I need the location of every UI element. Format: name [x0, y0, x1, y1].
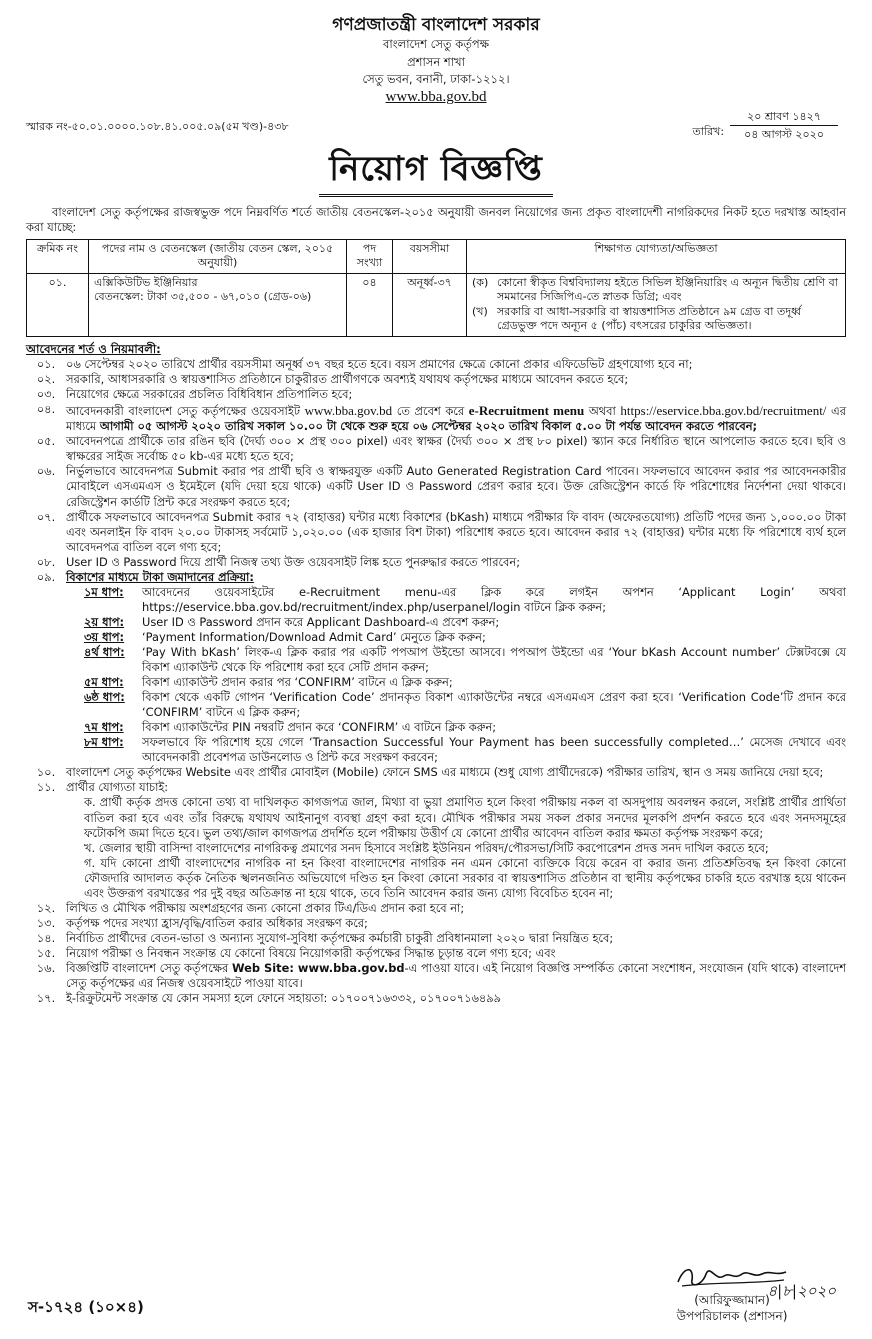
condition-item — [26, 464, 846, 509]
condition-number: ১৭. — [36, 991, 56, 1006]
step-label: ৪র্থ ধাপ: — [84, 645, 125, 659]
condition-text: নিয়োগ পরীক্ষা ও নিবন্ধন সংক্রান্ত যে কোনো বিষয়ে নিয়োগকারী কর্তৃপক্ষের সিদ্ধান্ত চূড়ান্ত বলে গণ্য হবে; এবং — [66, 945, 556, 960]
office-address: সেতু ভবন, বনানী, ঢাকা-১২১২। — [362, 71, 510, 86]
header-age: বয়সসীমা — [393, 240, 467, 274]
helpline-text: ই-রিক্রুটমেন্ট সংক্রান্ত যে কোন সমস্যা হলে ফোনে সহায়তা: ০১৭০০৭১৬৩৩২, ০১৭০০৭১৬৪৯৯ — [66, 991, 502, 1006]
condition-item — [26, 434, 846, 464]
condition-item-bkash — [26, 570, 846, 585]
memo-row — [26, 108, 846, 143]
step-text: বিকাশ এ্যাকাউন্টের PIN নম্বরটি প্রদান করে ‘CONFIRM’ এ বাটনে ক্লিক করুন; — [142, 720, 497, 735]
qualification-text: সরকারি বা আধা-সরকারি বা স্বায়ত্তশাসিত প্রতিষ্ঠানে ৯ম গ্রেড বা তদূর্ধ্ব গ্রেডভুক্ত পদে অন্যূন ৫ (পাঁচ) বৎসরের চাকুরির অভিজ্ঞতা। — [497, 304, 802, 333]
bkash-step — [84, 585, 846, 615]
condition-text: সরকারি, আধাসরকারি ও স্বায়ত্তশাসিত প্রতিষ্ঠানে চাকুরীরত প্রার্থীগণকে অবশ্যই যথাযথ কর্তৃপক্ষের মাধ্যমে আবেদন করতে হবে; — [66, 372, 629, 387]
branch-name: প্রশাসন শাখা — [407, 54, 465, 69]
cell-post — [89, 273, 347, 336]
pay-scale: বেতনস্কেল: টাকা ৩৫,৫০০ - ৬৭,০১০ (গ্রেড-০৬) — [94, 290, 312, 304]
conditions-heading: আবেদনের শর্ত ও নিয়মাবলী: — [26, 341, 161, 356]
signature-block — [622, 1262, 842, 1325]
condition-number: ০৪. — [36, 402, 56, 417]
condition-text: নির্ভুলভাবে আবেদনপত্র Submit করার পর প্রার্থী ছবি ও স্বাক্ষরযুক্ত একটি Auto Generated Registration Card পাবেন। সফলভাবে আবেদন করার পর আবেদনকারীর মোবাইলে এসএমএস ও ইমেইলে (যদি দেয়া হয়ে থাকে) একটি User ID ও Password প্রেরণ করার হবে। উক্ত রেজিস্ট্রেশন কার্ডে ফি পরিশোধের নির্দেশনা দেয়া থাকবে। রেজিস্ট্রেশন কার্ডটি প্রিন্ট করে সংরক্ষণ করতে হবে; — [66, 464, 846, 509]
date-values — [730, 108, 838, 143]
condition-item — [26, 916, 846, 931]
date-english: ০৪ আগস্ট ২০২০ — [744, 128, 824, 142]
condition-text-part: আবেদনকারী বাংলাদেশ সেতু কর্তৃপক্ষের ওয়েবসাইট — [66, 404, 305, 419]
eligibility-heading: প্রার্থীর যোগ্যতা যাচাই: — [66, 780, 169, 795]
condition-item — [26, 510, 846, 555]
eligibility-paragraph: ক. প্রার্থী কর্তৃক প্রদত্ত কোনো তথ্য বা দাখিলকৃত কাগজপত্র জাল, মিথ্যা বা ভুয়া প্রমাণিত হলে কিংবা পরীক্ষায় নকল বা অসদুপায় অবলম্বন করলে, সংশ্লিষ্ট প্রার্থীর প্রার্থিতা বাতিল করা হবে এবং তাঁর বিরুদ্ধে যথাযথ আইনানুগ ব্যবস্থা গ্রহণ করা হবে। মৌখিক পরীক্ষার সময় সকল প্রকার সনদের মূলকপি প্রদর্শন করতে হবে এবং সনদসমূহের ফটোকপি জমা দিতে হবে। ভুল তথ্য/জাল কাগজপত্র প্রদর্শিত হলে পরীক্ষায় উত্তীর্ণ যে কোনো প্রার্থীর আবেদন বাতিল করার ক্ষমতা কর্তৃপক্ষ সংরক্ষণ করে; — [84, 795, 846, 840]
condition-number: ১৩. — [36, 915, 56, 930]
qualification-mark: (খ) — [472, 304, 488, 318]
condition-number: ১৪. — [36, 930, 56, 945]
cell-serial: ০১. — [27, 273, 89, 336]
step-label: ৬ষ্ঠ ধাপ: — [84, 690, 125, 705]
condition-item — [26, 387, 846, 402]
signer-name: (আরিফুজ্জামান) — [694, 1293, 770, 1307]
step-label: ২য় ধাপ: — [84, 614, 125, 629]
condition-item — [26, 991, 846, 1006]
condition-text-part: অথবা — [584, 404, 621, 419]
date-block — [693, 108, 839, 143]
bkash-heading: বিকাশের মাধ্যমে টাকা জমাদানের প্রক্রিয়া: — [66, 569, 254, 584]
bkash-step — [84, 735, 846, 765]
bkash-step — [84, 690, 846, 720]
step-label: ৮ম ধাপ: — [84, 735, 124, 750]
condition-text: আবেদনপত্রে প্রার্থীকে তার রঙিন ছবি (দৈর্ঘ্য ৩০০ × প্রস্থ ৩০০ pixel) এবং স্বাক্ষর (দৈর্ঘ্য ৩০০ × প্রস্থ ৮০ pixel) স্ক্যান করে নির্ধারিত স্থানে আপলোড করতে হবে। ছবি ও স্বাক্ষরের সাইজ সর্বোচ্চ ৫০ kb-এর মধ্যে হতে হবে; — [66, 434, 846, 464]
application-deadline: আগামী ০৫ আগস্ট ২০২০ তারিখ সকাল ১০.০০ টা থেকে শুরু হয়ে ০৬ সেপ্টেম্বর ২০২০ তারিখ বিকাল ৫.০০ টা পর্যন্ত আবেদন করতে পারবেন; — [99, 419, 758, 434]
condition-number: ০২. — [36, 372, 56, 387]
recruitment-url-link[interactable]: https://eservice.bba.gov.bd/recruitment/ — [620, 403, 827, 419]
step-text: User ID ও Password প্রদান করে Applicant Dashboard-এ প্রবেশ করুন; — [142, 614, 500, 629]
table-row — [27, 273, 846, 336]
qualification-item — [472, 305, 840, 334]
condition-number: ০১. — [36, 357, 56, 371]
condition-text-part: বিজ্ঞপ্তিটি বাংলাদেশ সেতু কর্তৃপক্ষের — [66, 960, 232, 975]
condition-number: ১১. — [36, 780, 56, 795]
bkash-step — [84, 645, 846, 675]
authority-name: বাংলাদেশ সেতু কর্তৃপক্ষ — [382, 37, 490, 52]
step-label: ৩য় ধাপ: — [84, 629, 125, 644]
date-label: তারিখ: — [692, 125, 725, 139]
step-label: ১ম ধাপ: — [84, 584, 124, 599]
notice-footer — [0, 1262, 872, 1339]
date-bangla: ২০ শ্রাবণ ১৪২৭ — [730, 108, 838, 126]
condition-number: ০৮. — [36, 554, 56, 569]
cell-age: অনূর্ধ্ব-৩৭ — [393, 273, 467, 336]
condition-text-part: -এ পাওয়া যাবে। এই নিয়োগ বিজ্ঞপ্তি সম্পর্কিত কোনো সংশোধন, সংযোজন (যদি থাকে) বাংলাদেশ সেতু কর্তৃপক্ষের এর নিজস্ব ওয়েবসাইটে পাওয়া যাবে। — [66, 960, 847, 991]
step-label: ৫ম ধাপ: — [84, 675, 124, 690]
conditions-list — [26, 357, 846, 1006]
notice-title-wrap — [26, 147, 846, 197]
condition-item — [26, 961, 846, 991]
condition-text: ০৬ সেপ্টেম্বর ২০২০ তারিখে প্রার্থীর বয়সসীমা অনূর্ধ্ব ৩৭ বছর হতে হবে। বয়স প্রমাণের ক্ষেত্রে কোনো প্রকার এফিডেভিট গ্রহণযোগ্য হবে না; — [66, 357, 693, 371]
website-link[interactable]: www.bba.gov.bd — [385, 89, 487, 106]
header-serial: ক্রমিক নং — [27, 240, 89, 274]
qualification-text: কোনো স্বীকৃত বিশ্ববিদ্যালয় হইতে সিভিল ইঞ্জিনিয়ারিং এ অন্যূন দ্বিতীয় শ্রেণি বা সমমানের সিজিপিএ-তে স্নাতক ডিগ্রি; এবং — [497, 275, 838, 304]
vacancy-table — [26, 239, 846, 337]
step-text: ‘Payment Information/Download Admit Card’ মেনুতে ক্লিক করুন; — [142, 629, 486, 644]
condition-text: বাংলাদেশ সেতু কর্তৃপক্ষের Website এবং প্রার্থীর মোবাইল (Mobile) ফোনে SMS এর মাধ্যমে (শুধু যোগ্য প্রার্থীদেরকে) পরীক্ষার তারিখ, স্থান ও সময় জানিয়ে দেয়া হবে; — [66, 765, 824, 780]
signer-title: উপপরিচালক (প্রশাসন) — [676, 1308, 788, 1323]
condition-item — [26, 946, 846, 961]
condition-text — [66, 961, 846, 991]
condition-text-part: তে প্রবেশ করে — [392, 404, 469, 419]
bkash-step — [84, 615, 846, 630]
eligibility-paragraph: খ. জেলার স্থায়ী বাসিন্দা বাংলাদেশের নাগরিকত্ব প্রমাণের সনদ হিসাবে সংশ্লিষ্ট ইউনিয়ন পরিষদ/পৌরসভা/সিটি করপোরেশন প্রদত্ত সনদ দাখিল করতে হবে; — [84, 840, 769, 855]
condition-item — [26, 765, 846, 780]
cell-qualification — [467, 273, 846, 336]
intro-paragraph: বাংলাদেশ সেতু কর্তৃপক্ষের রাজস্বভুক্ত পদে নিম্নবর্ণিত শর্তে জাতীয় বেতনস্কেল-২০১৫ অনুযায়ী জনবল নিয়োগের জন্য প্রকৃত বাংলাদেশী নাগরিকদের নিকট হতে দরখাস্ত আহবান করা যাচ্ছে: — [26, 204, 846, 234]
condition-item — [26, 780, 846, 795]
condition-number: ১২. — [36, 900, 56, 915]
website-link[interactable]: Web Site: www.bba.gov.bd — [231, 960, 405, 975]
condition-number: ১৬. — [36, 960, 56, 975]
condition-item — [26, 931, 846, 946]
condition-number: ০৫. — [36, 434, 56, 449]
step-text: সফলভাবে ফি পরিশোধ হয়ে গেলে ‘Transaction Successful Your Payment has been successfully completed…’ মেসেজ দেখাবে এবং আবেদনকারী প্রবেশপত্র ডাউনলোড ও প্রিন্ট করে সংরক্ষণ করবেন; — [142, 735, 846, 765]
condition-number: ১৫. — [36, 945, 56, 960]
header-qualification: শিক্ষাগত যোগ্যতা/অভিজ্ঞতা — [467, 240, 846, 274]
condition-number: ০৩. — [36, 387, 56, 402]
government-name: গণপ্রজাতন্ত্রী বাংলাদেশ সরকার — [332, 15, 540, 35]
condition-item — [26, 357, 846, 372]
bkash-step — [84, 720, 846, 735]
letterhead — [26, 14, 846, 108]
table-header-row — [27, 240, 846, 274]
qualification-item — [472, 276, 840, 305]
bkash-step — [84, 630, 846, 645]
cell-count: ০৪ — [347, 273, 393, 336]
condition-number: ০৭. — [36, 509, 56, 524]
condition-text — [66, 402, 846, 434]
header-post: পদের নাম ও বেতনস্কেল (জাতীয় বেতন স্কেল, ২০১৫ অনুযায়ী) — [89, 240, 347, 274]
memo-reference: স্মারক নং-৫০.০১.০০০০.১০৮.৪১.০০৫.০৯(৫ম খণ্ড)-৪৩৮ — [26, 119, 289, 133]
eligibility-paragraph: গ. যদি কোনো প্রার্থী বাংলাদেশের নাগরিক না হন কিংবা বাংলাদেশের নাগরিক নন এমন কোনো ব্যক্তিকে বিয়ে করেন বা করার জন্য প্রতিশ্রুতিবদ্ধ হন কিংবা কোনো ফৌজদারি আদালত কর্তৃক নৈতিক স্খলনজনিত অভিযোগে দণ্ডিত হন কিংবা কোনো সরকার বা স্বায়ত্তশাসিত প্রতিষ্ঠান বা স্থানীয় কর্তৃপক্ষের চাকরি হতে বরখাস্ত হয়ে থাকেন এবং উক্তরূপ বরখাস্তের পর দুই বছর অতিক্রান্ত না হয়ে থাকে, তবে তিনি আবেদন করার জন্য যোগ্য বিবেচিত হবেন না; — [84, 855, 846, 900]
bkash-step — [84, 675, 846, 690]
condition-item — [26, 555, 846, 570]
signature-date: ৪|৮|২০২০ — [767, 1282, 836, 1300]
step-label: ৭ম ধাপ: — [84, 720, 124, 735]
condition-text: কর্তৃপক্ষ পদের সংখ্যা হ্রাস/বৃদ্ধি/বাতিল করার অধিকার সংরক্ষণ করে; — [66, 915, 368, 930]
e-recruitment-menu-link[interactable]: e-Recruitment menu — [468, 403, 585, 419]
condition-item — [26, 901, 846, 916]
step-text: ‘Pay With bKash’ লিংক-এ ক্লিক করার পর একটি পপআপ উইন্ডো আসবে। পপআপ উইন্ডো এর ‘Your bKash Account number’ টেক্সটবক্সে যে বিকাশ এ্যাকাউন্ট থেকে ফি পরিশোধ করা হবে সেটি প্রদান করুন; — [142, 645, 846, 675]
condition-number: ০৬. — [36, 464, 56, 479]
step-text: আবেদনের ওয়েবসাইটের e-Recruitment menu-এর ক্লিক করে লগইন অপশন ‘Applicant Login’ অথবা https://eservice.bba.gov.bd/recruitment/index.php/userpanel/login বাটনে ক্লিক করুন; — [142, 584, 846, 614]
post-name: এক্সিকিউটিভ ইঞ্জিনিয়ার — [94, 275, 198, 289]
condition-number: ০৯. — [36, 569, 56, 584]
header-count: পদ সংখ্যা — [347, 240, 393, 274]
notice-title: নিয়োগ বিজ্ঞপ্তি — [319, 147, 553, 197]
condition-text: নিয়োগের ক্ষেত্রে সরকারের প্রচলিত বিধিবিধান প্রতিপালিত হবে; — [66, 387, 353, 402]
condition-text: লিখিত ও মৌখিক পরীক্ষায় অংশগ্রহণের জন্য কোনো প্রকার টিএ/ডিএ প্রদান করা হবে না; — [66, 900, 465, 915]
condition-item — [26, 402, 846, 434]
condition-number: ১০. — [36, 765, 56, 780]
step-text: বিকাশ এ্যাকাউন্ট প্রদান করার পর ‘CONFIRM’ বাটনে এ ক্লিক করুন; — [142, 675, 453, 690]
condition-item — [26, 372, 846, 387]
condition-text: নির্বাচিত প্রার্থীদের বেতন-ভাতা ও অন্যান্য সুযোগ-সুবিধা কর্তৃপক্ষের কর্মচারী চাকুরী প্রবিধানমালা ২০২০ দ্বারা নিয়ন্ত্রিত হবে; — [66, 930, 614, 945]
website-link[interactable]: www.bba.gov.bd — [304, 403, 393, 419]
qualification-mark: (ক) — [472, 275, 489, 289]
print-code: স-১৭২৪ (১০×৪) — [28, 1298, 144, 1316]
condition-text-part: এর মাধ্যমে — [66, 404, 846, 434]
step-text: বিকাশ থেকে একটি গোপন ‘Verification Code’ প্রদানকৃত বিকাশ এ্যাকাউন্টের নম্বরে এসএমএস প্রেরণ করা হবে। ‘Verification Code’টি প্রদান করে ‘CONFIRM’ বাটনে এ ক্লিক করুন; — [142, 690, 846, 720]
condition-text: User ID ও Password দিয়ে প্রার্থী নিজস্ব তথ্য উক্ত ওয়েবসাইট লিঙ্ক হতে পুনরুদ্ধার করতে পারবেন; — [66, 554, 521, 569]
condition-text: প্রার্থীকে সফলভাবে আবেদনপত্র Submit করার ৭২ (বাহাত্তর) ঘন্টার মধ্যে বিকাশের (bKash) মাধ্যমে পরীক্ষার ফি বাবদ (অফেরতযোগ্য) প্রতিটি পদের জন্য ১,০০০.০০ টাকা এবং অনলাইন ফি বাবদ ২০.০০ টাকাসহ সর্বমোট ১,০২০.০০ (এক হাজার বিশ টাকা) পরিশোধ করতে হবে। আবেদন করার ৭২ (বাহাত্তর) ঘন্টার মধ্যে ফি পরিশোধে ব্যর্থ হলে আবেদনপত্র বাতিল বলে গণ্য হবে; — [66, 509, 846, 554]
